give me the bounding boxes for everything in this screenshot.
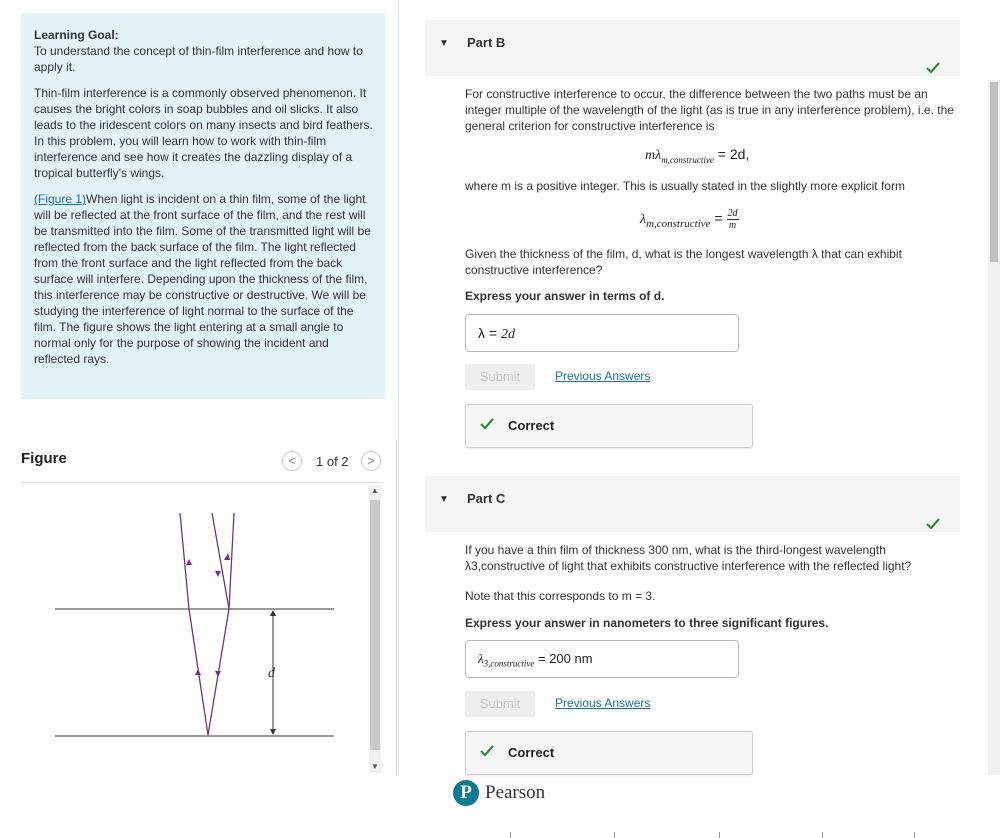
front-reflected-ray	[229, 513, 234, 609]
checkmark-icon	[480, 418, 494, 430]
part-b-title: Part B	[467, 35, 506, 50]
learning-goal-paragraph-2-text: When light is incident on a thin film, some of the light will be reflected at the front surface of the film, and the rest will be transmitted into the film. Some of the transmitted light will be reflected from the back surface of the film. The light reflected from the front surface and the light reflected from the back surface will interfere. Depending upon the thickness of the film, this interference may be constructive or destructive. We will be studying the interference of light normal to the surface of the film. The figure shows the light entering at a small angle to normal only for the purpose of showing the incident and reflected rays.	[34, 192, 371, 366]
thin-film-figure	[21, 483, 366, 775]
checkmark-icon	[926, 518, 940, 529]
part-b-submit-button[interactable]: Submit	[465, 364, 535, 390]
part-c-previous-answers-link[interactable]: Previous Answers	[555, 696, 651, 710]
part-c-submit-button[interactable]: Submit	[465, 691, 535, 717]
part-b-previous-answers-link[interactable]: Previous Answers	[555, 369, 651, 383]
part-b-correct-feedback	[465, 404, 753, 448]
part-c-answer	[478, 651, 593, 669]
learning-goal-paragraph-1: Thin-film interference is a commonly observed phenomenon. It causes the bright colors in soap bubbles and oil slicks. It also leads to the iridescent colors on many insects and bird feathers. In this problem, you will learn how to work with thin-film interference and see how it creates the dazzling display of a tropical butterfly's wings.	[34, 86, 373, 180]
chevron-left-icon: <	[288, 453, 296, 468]
scroll-up-icon[interactable]: ▲	[371, 486, 379, 495]
page-scrollbar-thumb[interactable]	[990, 82, 998, 262]
scroll-down-icon[interactable]: ▼	[371, 762, 379, 771]
learning-goal-subtitle: To understand the concept of thin-film interference and how to apply it.	[34, 44, 363, 74]
checkmark-icon	[926, 62, 940, 73]
learning-goal-panel	[21, 13, 385, 399]
ray-arrow	[215, 571, 221, 577]
page-scrollbar[interactable]	[988, 80, 1000, 775]
pearson-logo-icon: P	[453, 780, 479, 806]
part-b-answer-value: 2d	[500, 327, 515, 342]
incident-ray	[208, 513, 229, 735]
part-c-title: Part C	[467, 491, 506, 506]
part-c-header[interactable]	[425, 476, 960, 532]
part-b-correct-label: Correct	[508, 418, 555, 433]
part-c-question: If you have a thin film of thickness 300 nm, what is the third-longest wavelength λ3,constructive of light that exhibits constructive interference with the reflected light?	[465, 543, 912, 573]
part-c-note: Note that this corresponds to m = 3.	[465, 589, 656, 603]
part-b-header[interactable]	[425, 20, 960, 76]
part-b-instruction: Express your answer in terms of d.	[465, 289, 665, 303]
part-c-answer-value: = 200 nm	[534, 651, 593, 666]
figure-scrollbar-thumb[interactable]	[370, 500, 380, 750]
part-c-answer-field[interactable]	[465, 640, 739, 678]
figure-1-link[interactable]: (Figure 1)	[34, 192, 87, 206]
eq2-numerator: 2d	[727, 208, 738, 219]
eq2-lhs: λ	[640, 212, 647, 228]
part-b-answer	[478, 325, 515, 343]
constructive-equation-2	[640, 208, 739, 231]
eq2-subscript: m,constructive	[646, 218, 711, 230]
part-b-answer-label: λ =	[478, 325, 501, 341]
next-figure-button[interactable]	[361, 451, 381, 471]
footer-tick	[719, 832, 720, 838]
eq1-subscript: m,constructive	[661, 154, 714, 165]
ray-arrow	[215, 671, 221, 677]
figure-scrollbar[interactable]	[369, 485, 381, 773]
footer-tick	[822, 832, 823, 838]
part-c-correct-feedback	[465, 731, 753, 775]
back-reflected-ray	[180, 513, 189, 609]
collapse-caret-icon[interactable]: ▼	[439, 38, 449, 49]
part-b-where-text: where m is a positive integer. This is usually stated in the slightly more explicit form	[465, 179, 905, 193]
part-c-answer-subscript: 3,constructive	[483, 658, 535, 669]
figure-counter: 1 of 2	[316, 454, 349, 469]
checkmark-icon	[480, 745, 494, 757]
ray-arrow	[186, 559, 192, 565]
eq1-lhs: mλ	[645, 148, 662, 163]
footer-tick	[614, 832, 615, 838]
part-c-instruction: Express your answer in nanometers to three significant figures.	[465, 616, 829, 630]
learning-goal-title: Learning Goal:	[34, 28, 119, 42]
part-c-answer-label: λ	[478, 651, 484, 666]
previous-figure-button[interactable]	[282, 451, 302, 471]
footer-tick	[914, 832, 915, 838]
eq1-rhs: = 2d,	[713, 146, 750, 162]
dimension-arrow-top	[270, 610, 276, 616]
eq2-denominator: m	[728, 220, 737, 231]
pearson-name: Pearson	[485, 782, 546, 803]
ray-arrow	[195, 669, 201, 675]
footer-tick	[510, 832, 511, 838]
constructive-equation-1	[645, 146, 749, 165]
dimension-arrow-bottom	[270, 729, 276, 735]
part-b-intro: For constructive interference to occur, the difference between the two paths must be an integer multiple of the wavelength of the light (as is true in any interference problem), i.e. the general criterion for constructive interference is	[465, 87, 954, 133]
figure-divider-line	[396, 440, 397, 775]
eq2-fraction	[727, 208, 739, 231]
eq2-equals: =	[710, 210, 727, 227]
chevron-right-icon: >	[367, 453, 375, 468]
column-divider	[398, 0, 399, 775]
figure-header	[21, 449, 383, 475]
thickness-label: d	[268, 666, 275, 681]
part-b-question: Given the thickness of the film, d, what is the longest wavelength λ that can exhibit constructive interference?	[465, 247, 902, 277]
ray-arrow	[224, 553, 230, 560]
part-c-correct-label: Correct	[508, 745, 555, 760]
collapse-caret-icon[interactable]: ▼	[439, 494, 449, 505]
part-b-answer-field[interactable]	[465, 314, 739, 352]
figure-title: Figure	[21, 450, 67, 467]
learning-goal-paragraph-2	[34, 191, 373, 367]
